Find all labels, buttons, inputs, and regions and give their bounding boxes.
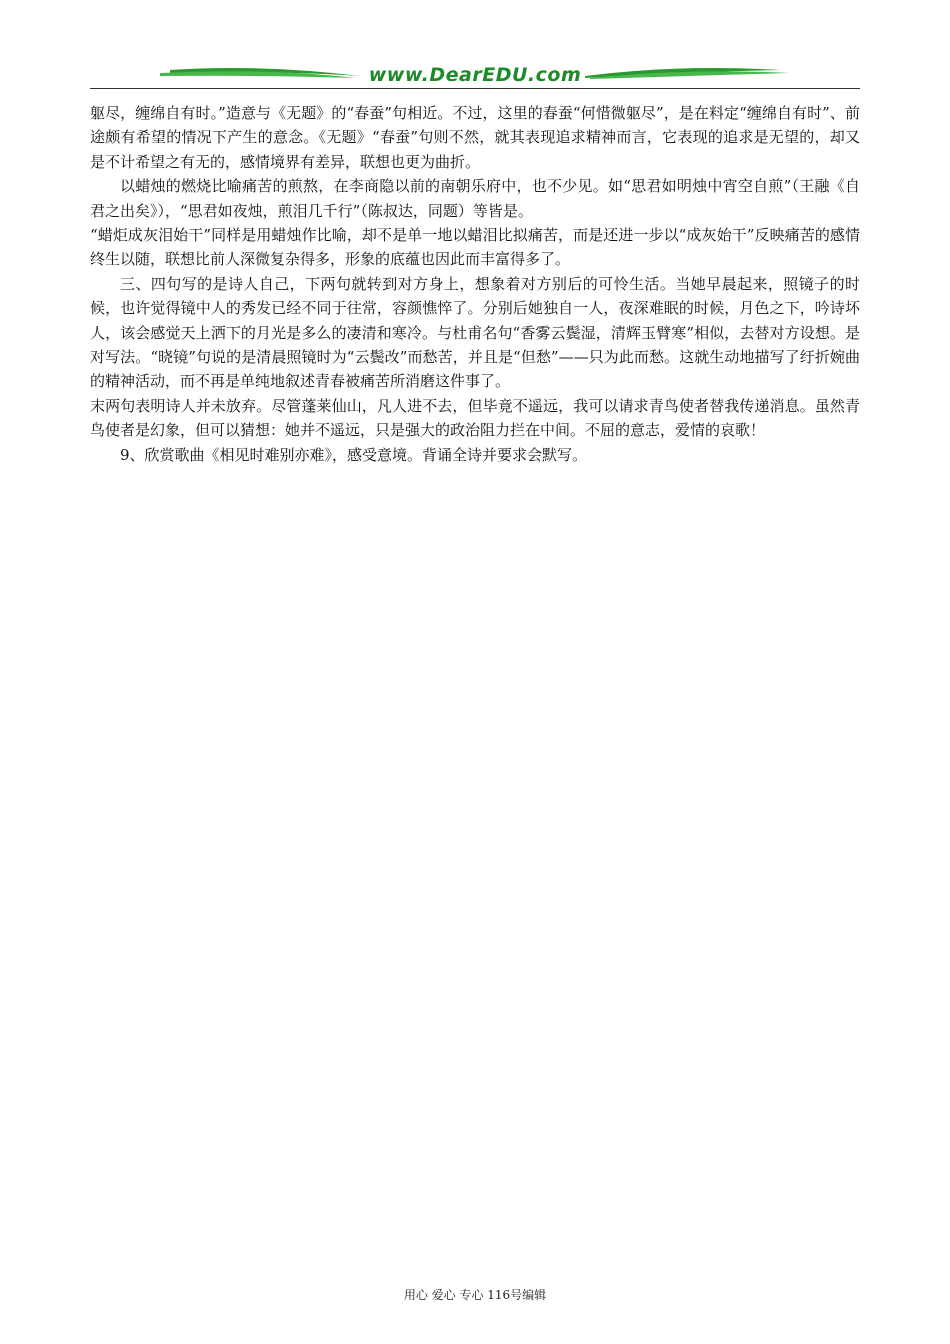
- site-logo-text: www.DearEDU.com: [368, 64, 582, 86]
- site-header: [90, 58, 860, 90]
- page-footer: 用心 爱心 专心 116号编辑: [403, 1288, 547, 1302]
- document-body: [90, 101, 860, 467]
- paragraph: “蜡炬成灰泪始干”同样是用蜡烛作比喻，却不是单一地以蜡泪比拟痛苦，而是还进一步以“成灰始干”反映痛苦的感情终生以随，联想比前人深微复杂得多，形象的底蕴也因此而丰富得多了。: [90, 226, 860, 269]
- paragraph: 9、欣赏歌曲《相见时难别亦难》，感受意境。背诵全诗并要求会默写。: [120, 445, 588, 464]
- paragraph: 末两句表明诗人并未放弃。尽管蓬莱仙山，凡人进不去，但毕竟不遥远，我可以请求青鸟使者替我传递消息。虽然青鸟使者是幻象，但可以猜想：她并不遥远，只是强大的政治阻力拦在中间。不屈的意志，爱情的哀歌！: [90, 396, 860, 440]
- header-divider: [90, 88, 860, 89]
- paragraph: 躯尽，缠绵自有时。”造意与《无题》的“春蚕”句相近。不过，这里的春蚕“何惜微躯尽”，是在料定“缠绵自有时”、前途颇有希望的情况下产生的意念。《无题》“春蚕”句则不然，就其表现追求精神而言，它表现的追求是无望的，却又是不计希望之有无的，感情境界有差异，联想也更为曲折。: [90, 104, 860, 171]
- paragraph: 以蜡烛的燃烧比喻痛苦的煎熬，在李商隐以前的南朝乐府中，也不少见。如“思君如明烛中宵空自煎”（王融《自君之出矣》），“思君如夜烛，煎泪几千行”（陈叔达，同题）等皆是。: [90, 177, 860, 220]
- paragraph: 三、四句写的是诗人自己，下两句就转到对方身上，想象着对方别后的可怜生活。当她早晨起来，照镜子的时候，也许觉得镜中人的秀发已经不同于往常，容颜憔悴了。分别后她独自一人，夜深难眠的时候，月色之下，吟诗坏人，该会感觉天上洒下的月光是多么的凄清和寒冷。与杜甫名句“香雾云鬓湿，清辉玉臂寒”相似，去替对方设想。是对写法。“晓镜”句说的是清晨照镜时为“云鬓改”而愁苦，并且是“但愁”——只为此而愁。这就生动地描写了纡折婉曲的精神活动，而不再是单纯地叙述青春被痛苦所消磨这件事了。: [90, 274, 860, 391]
